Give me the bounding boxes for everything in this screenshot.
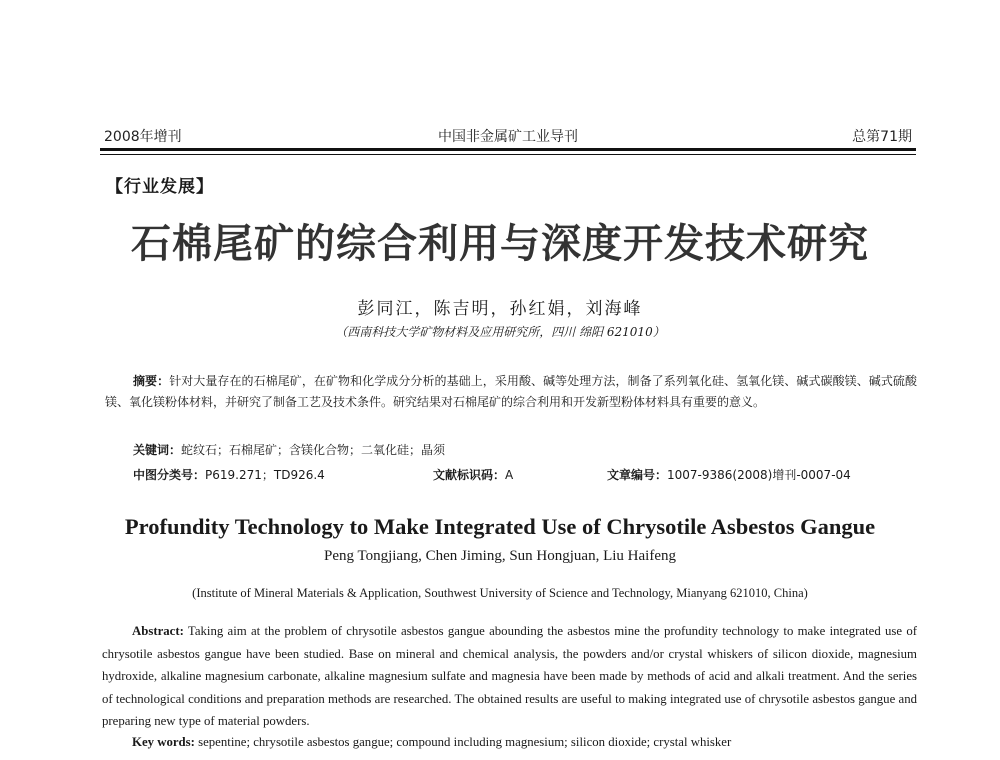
running-header — [104, 126, 912, 148]
journal-issue: 2008年增刊 — [104, 129, 182, 145]
title-chinese: 石棉尾矿的综合利用与深度开发技术研究 — [131, 221, 869, 267]
keywords-english-label: Key words: — [132, 735, 195, 749]
abstract-chinese-text: 针对大量存在的石棉尾矿，在矿物和化学成分分析的基础上，采用酸、碱等处理方法，制备了系列氧化硅、氢氧化镁、碱式碳酸镁、碱式硫酸镁、氧化镁粉体材料，并研究了制备工艺及技术条件。研究结果对石棉尾矿的综合利用和开发新型粉体材料具有重要的意义。 — [105, 374, 917, 409]
abstract-english — [102, 620, 917, 733]
section-tag: 【行业发展】 — [106, 177, 214, 197]
header-rule-thin — [100, 154, 916, 155]
authors-english: Peng Tongjiang, Chen Jiming, Sun Hongjuan, Liu Haifeng — [324, 548, 676, 564]
keywords-english-text: sepentine; chrysotile asbestos gangue; compound including magnesium; silicon dioxide; crystal whisker — [194, 735, 732, 749]
clc-number — [133, 466, 325, 483]
affiliation-chinese: （西南科技大学矿物材料及应用研究所，四川 绵阳 621010） — [335, 325, 665, 339]
keywords-chinese — [133, 441, 445, 458]
abstract-english-label: Abstract: — [132, 624, 184, 638]
journal-name: 中国非金属矿工业导刊 — [438, 129, 578, 145]
article-number-value: 1007-9386(2008)增刊-0007-04 — [667, 468, 851, 482]
clc-label: 中图分类号： — [133, 468, 206, 482]
abstract-chinese — [105, 371, 917, 413]
document-code — [433, 466, 513, 483]
abstract-chinese-label: 摘要： — [133, 374, 170, 388]
article-number-label: 文章编号： — [607, 468, 668, 482]
keywords-english — [132, 735, 731, 750]
abstract-english-text: Taking aim at the problem of chrysotile asbestos gangue abounding the asbestos mine the profundity technology to make integrated use of chrysotile asbestos gangue have been studied. Base on mineral and chemical analysis, the powders and/or crystal whiskers of silicon dioxide, magnesium hydroxide, alkaline magnesium carbonate, alkaline magnesium sulfate and magnesia have been made by methods of acid and alkali treatment. And the series of technological conditions and preparation methods are researched. The obtained results are useful to making integrated use of chrysotile asbestos gangue and preparing new type of material powders. — [102, 624, 917, 728]
header-rule-thick — [100, 148, 916, 151]
clc-value: P619.271；TD926.4 — [205, 468, 325, 482]
keywords-chinese-text: 蛇纹石；石棉尾矿；含镁化合物；二氧化硅；晶须 — [181, 443, 446, 457]
authors-chinese: 彭同江，陈吉明，孙红娟，刘海峰 — [357, 299, 643, 319]
article-number — [607, 466, 851, 483]
document-code-label: 文献标识码： — [433, 468, 506, 482]
issue-number: 总第71期 — [852, 129, 912, 145]
classification-row — [133, 466, 917, 486]
title-english: Profundity Technology to Make Integrated Use of Chrysotile Asbestos Gangue — [124, 514, 876, 539]
affiliation-english: (Institute of Mineral Materials & Application, Southwest University of Science and Technology, Mianyang 621010, China) — [192, 586, 808, 600]
document-code-value: A — [505, 468, 514, 482]
keywords-chinese-label: 关键词： — [133, 443, 182, 457]
